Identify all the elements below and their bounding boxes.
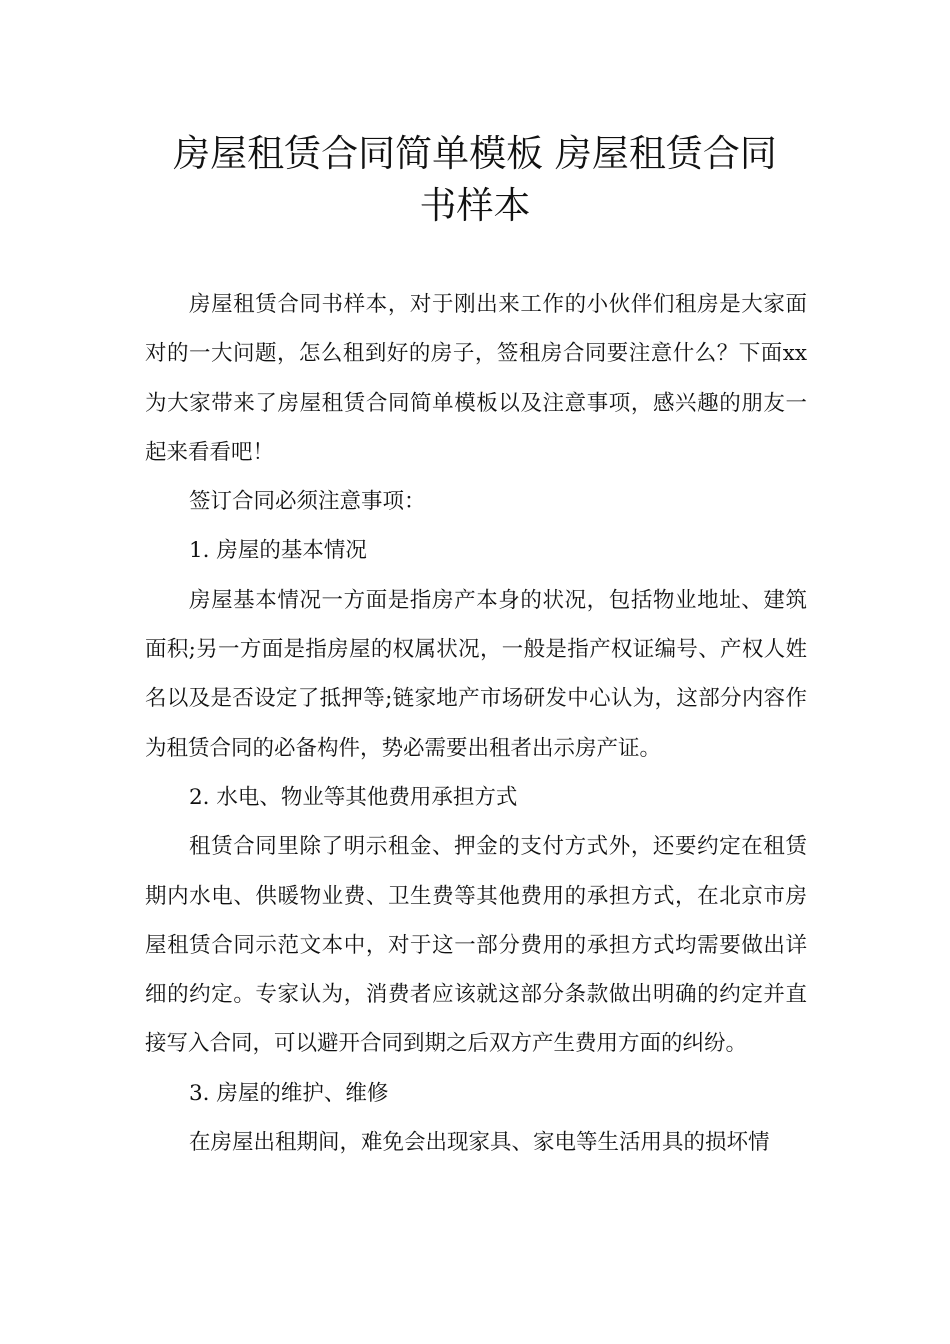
title-line-2: 书样本 bbox=[419, 184, 531, 227]
notice-heading: 签订合同必须注意事项： bbox=[189, 489, 426, 515]
section-3-paragraph: 在房屋出租期间，难免会出现家具、家电等生活用具的损坏情 bbox=[189, 1130, 770, 1156]
section-2-paragraph: 租赁合同里除了明示租金、押金的支付方式外，还要约定在租赁期内水电、供暖物业费、卫生费等其他费用的承担方式，在北京市房屋租赁合同示范文本中，对于这一部分费用的承担方式均需要做出详细的约定。专家认为，消费者应该就这部分条款做出明确的约定并直接写入合同，可以避开合同到期之后双方产生费用方面的纠纷。 bbox=[145, 834, 807, 1057]
document-body bbox=[145, 280, 807, 1167]
section-1-paragraph: 房屋基本情况一方面是指房产本身的状况，包括物业地址、建筑面积;另一方面是指房屋的权属状况，一般是指产权证编号、产权人姓名以及是否设定了抵押等;链家地产市场研发中心认为，这部分内容作为租赁合同的必备构件，势必需要出租者出示房产证。 bbox=[145, 587, 807, 761]
document-title bbox=[120, 128, 830, 232]
section-heading-2: 2. 水电、物业等其他费用承担方式 bbox=[189, 784, 518, 810]
section-heading-1: 1. 房屋的基本情况 bbox=[189, 538, 367, 564]
intro-paragraph: 房屋租赁合同书样本，对于刚出来工作的小伙伴们租房是大家面对的一大问题，怎么租到好的房子，签租房合同要注意什么？下面xx为大家带来了房屋租赁合同简单模板以及注意事项，感兴趣的朋友一起来看看吧！ bbox=[145, 292, 807, 465]
section-heading-3: 3. 房屋的维护、维修 bbox=[189, 1080, 389, 1106]
title-line-1: 房屋租赁合同简单模板 房屋租赁合同 bbox=[173, 132, 777, 175]
